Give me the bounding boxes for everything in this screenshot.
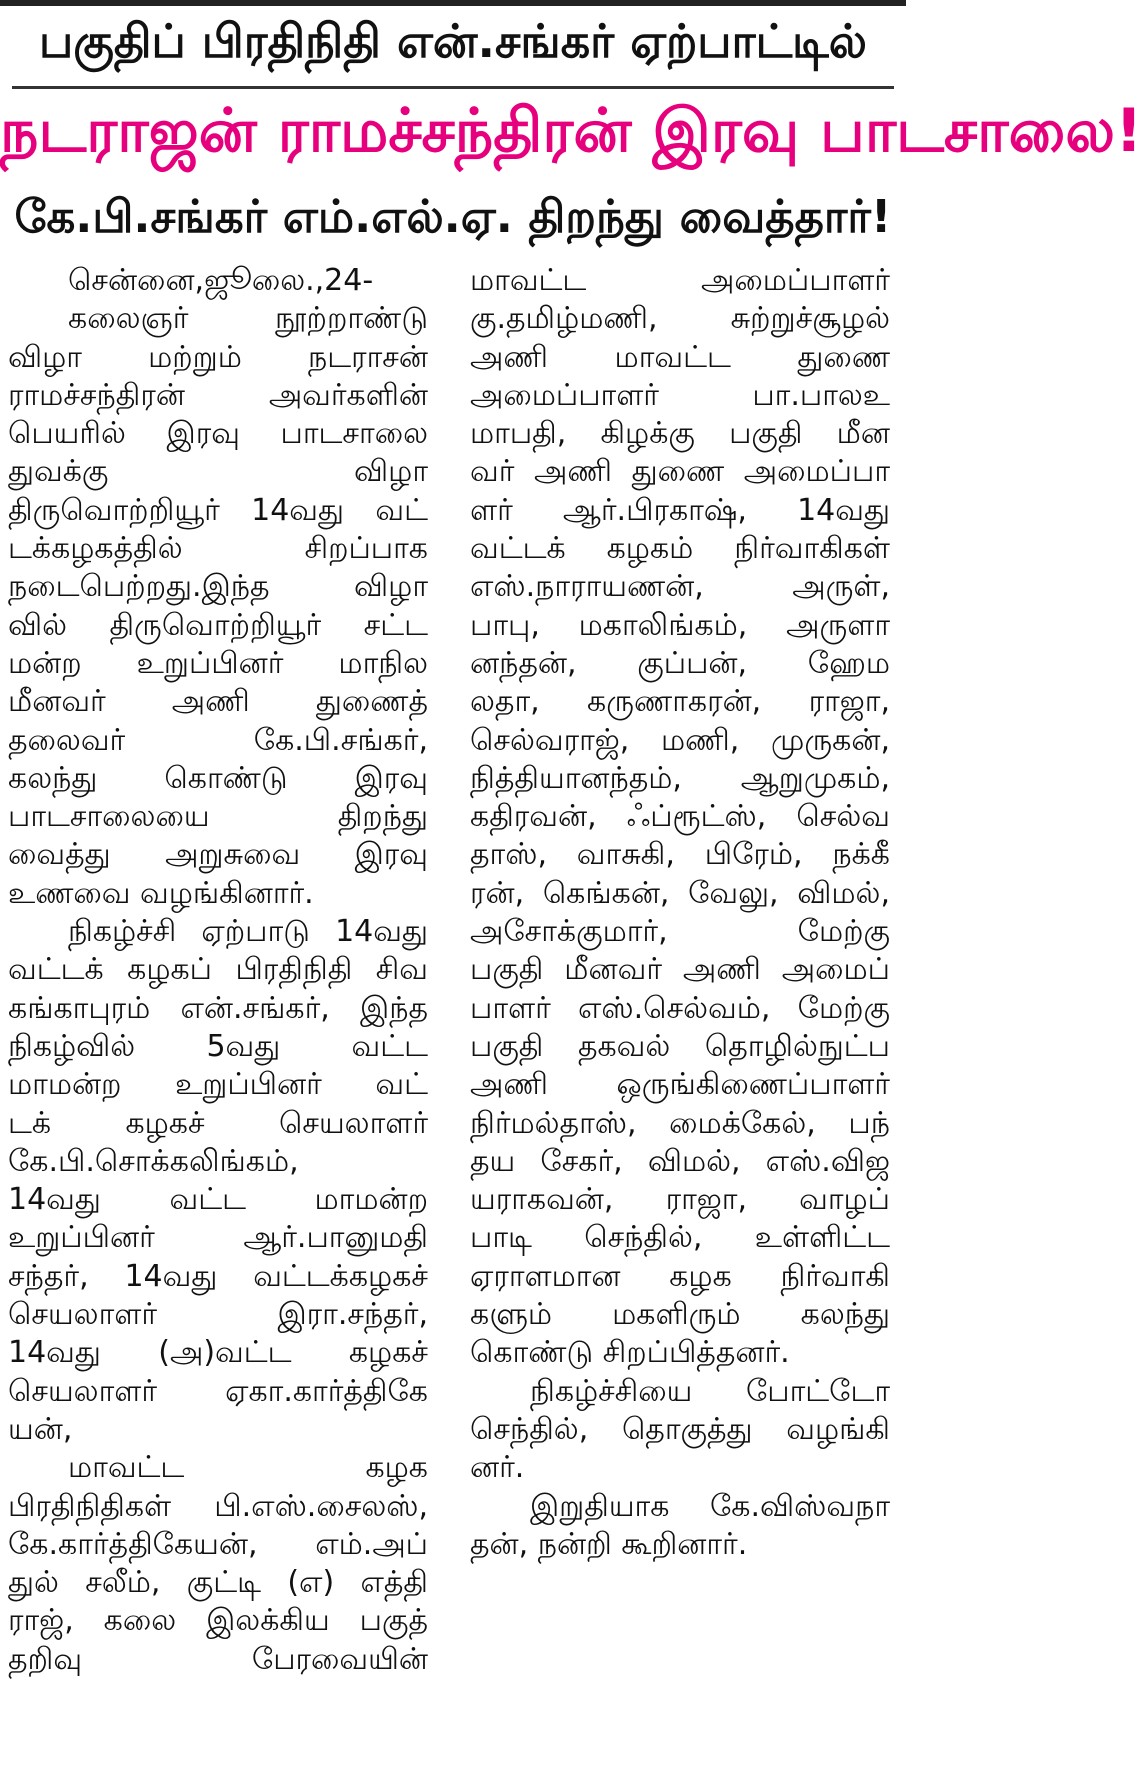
text-line: ராஜ், கலை இலக்கிய பகுத் [8, 1603, 428, 1639]
text-line: உறுப்பினர் ஆர்.பானுமதி [8, 1220, 428, 1256]
text-line: நிகழ்ச்சியை போட்டோ [530, 1373, 890, 1409]
text-line: பாளர் எஸ்.செல்வம், மேற்கு [470, 990, 890, 1026]
text-line: யன், [8, 1411, 73, 1447]
text-line: பாடசாலையை திறந்து [8, 799, 428, 835]
text-line: அமைப்பாளர் பா.பாலஉ [470, 377, 890, 413]
text-line: பாடி செந்தில், உள்ளிட்ட [470, 1220, 890, 1256]
text-line: நிகழ்வில் 5வது வட்ட [8, 1028, 428, 1064]
kicker-line: பகுதிப் பிரதிநிதி என்.சங்கர் ஏற்பாட்டில் [39, 14, 867, 68]
text-line: கு.தமிழ்மணி, சுற்றுச்சூழல் [470, 301, 890, 337]
text-line: நடைபெற்றது.இந்த விழா [8, 569, 428, 605]
text-line: நிகழ்ச்சி ஏற்பாடு 14வது [68, 914, 428, 950]
text-line: தலைவர் கே.பி.சங்கர், [8, 722, 428, 758]
text-line: கொண்டு சிறப்பித்தனர். [470, 1335, 790, 1371]
text-line: கே.கார்த்திகேயன், எம்.அப் [8, 1526, 428, 1562]
text-line: பெயரில் இரவு பாடசாலை [8, 416, 428, 452]
text-line: நித்தியானந்தம், ஆறுமுகம், [470, 760, 890, 796]
text-line: நிர்மல்தாஸ், மைக்கேல், பந் [470, 1105, 890, 1141]
text-line: தய சேகர், விமல், எஸ்.விஜ [470, 1143, 890, 1179]
text-line: மாவட்ட அமைப்பாளர் [470, 263, 890, 298]
text-line: வில் திருவொற்றியூர் சட்ட [8, 607, 428, 643]
text-line: எஸ்.நாராயணன், அருள், [470, 569, 890, 605]
text-line: கலந்து கொண்டு இரவு [8, 760, 428, 796]
text-line: மன்ற உறுப்பினர் மாநில [8, 645, 428, 681]
text-line: கலைஞர் நூற்றாண்டு [68, 301, 428, 337]
text-line: செல்வராஜ், மணி, முருகன், [470, 722, 890, 758]
text-line: திருவொற்றியூர் 14வது வட் [8, 492, 428, 528]
text-line: கங்காபுரம் என்.சங்கர், இந்த [8, 990, 428, 1026]
text-line: 14வது வட்ட மாமன்ற [8, 1182, 428, 1218]
headline: நடராஜன் ராமச்சந்திரன் இரவு பாடசாலை! [0, 96, 1142, 166]
text-line: ரன், கெங்கன், வேலு, விமல், [470, 875, 890, 911]
text-line: ளர் ஆர்.பிரகாஷ், 14வது [470, 492, 890, 528]
text-line: பிரதிநிதிகள் பி.எஸ்.சைலஸ், [8, 1488, 428, 1524]
text-line: ஏராளமான கழக நிர்வாகி [470, 1258, 890, 1294]
text-line: வைத்து அறுசுவை இரவு [8, 837, 428, 873]
text-line: தாஸ், வாசுகி, பிரேம், நக்கீ [470, 837, 890, 873]
text-line: மாவட்ட கழக [68, 1450, 428, 1486]
text-line: உணவை வழங்கினார். [8, 875, 314, 911]
text-line: இறுதியாக கே.விஸ்வநா [530, 1488, 890, 1524]
text-line: பாபு, மகாலிங்கம், அருளா [470, 607, 890, 643]
text-line: கே.பி.சொக்கலிங்கம், [8, 1143, 299, 1179]
text-line: அசோக்குமார், மேற்கு [470, 914, 890, 950]
subheadline: கே.பி.சங்கர் எம்.எல்.ஏ. திறந்து வைத்தார்! [14, 190, 892, 243]
text-line: சென்னை,ஜூலை.,24- [68, 263, 374, 298]
text-line: அணி ஒருங்கிணைப்பாளர் [470, 1067, 890, 1103]
text-line: செயலாளர் ஏகா.கார்த்திகே [8, 1373, 428, 1409]
text-line: மீனவர் அணி துணைத் [8, 684, 428, 720]
text-line: பகுதி தகவல் தொழில்நுட்ப [470, 1028, 890, 1064]
text-line: னர். [470, 1450, 525, 1486]
text-line: மாபதி, கிழக்கு பகுதி மீன [470, 416, 890, 452]
kicker-rule [12, 86, 894, 89]
text-line: வட்டக் கழகப் பிரதிநிதி சிவ [8, 952, 428, 988]
text-line: தன், நன்றி கூறினார். [470, 1526, 748, 1562]
text-line: செந்தில், தொகுத்து வழங்கி [470, 1411, 890, 1447]
text-line: மாமன்ற உறுப்பினர் வட் [8, 1067, 428, 1103]
text-line: பகுதி மீனவர் அணி அமைப் [470, 952, 890, 988]
text-line: அணி மாவட்ட துணை [470, 339, 890, 375]
article-column-right [470, 262, 890, 1564]
text-line: லதா, கருணாகரன், ராஜா, [470, 684, 890, 720]
text-line: துல் சலீம், குட்டி (எ) எத்தி [8, 1565, 428, 1601]
text-line: சந்தர், 14வது வட்டக்கழகச் [8, 1258, 428, 1294]
text-line: வர் அணி துணை அமைப்பா [470, 454, 890, 490]
text-line: கதிரவன், ஃப்ரூட்ஸ், செல்வ [470, 799, 890, 835]
text-line: னந்தன், குப்பன், ஹேம [470, 645, 890, 681]
text-line: துவக்கு விழா [8, 454, 428, 490]
text-line: தறிவு பேரவையின் [8, 1641, 428, 1677]
text-line: விழா மற்றும் நடராசன் [8, 339, 428, 375]
text-line: களும் மகளிரும் கலந்து [470, 1297, 890, 1333]
text-line: டக் கழகச் செயலாளர் [8, 1105, 428, 1141]
text-line: வட்டக் கழகம் நிர்வாகிகள் [470, 531, 890, 567]
text-line: 14வது (அ)வட்ட கழகச் [8, 1335, 428, 1371]
text-line: யராகவன், ராஜா, வாழப் [470, 1182, 890, 1218]
top-border [0, 0, 906, 6]
text-line: செயலாளர் இரா.சந்தர், [8, 1297, 428, 1333]
article-column-left [8, 262, 428, 1679]
text-line: டக்கழகத்தில் சிறப்பாக [8, 531, 428, 567]
text-line: ராமச்சந்திரன் அவர்களின் [8, 377, 428, 413]
